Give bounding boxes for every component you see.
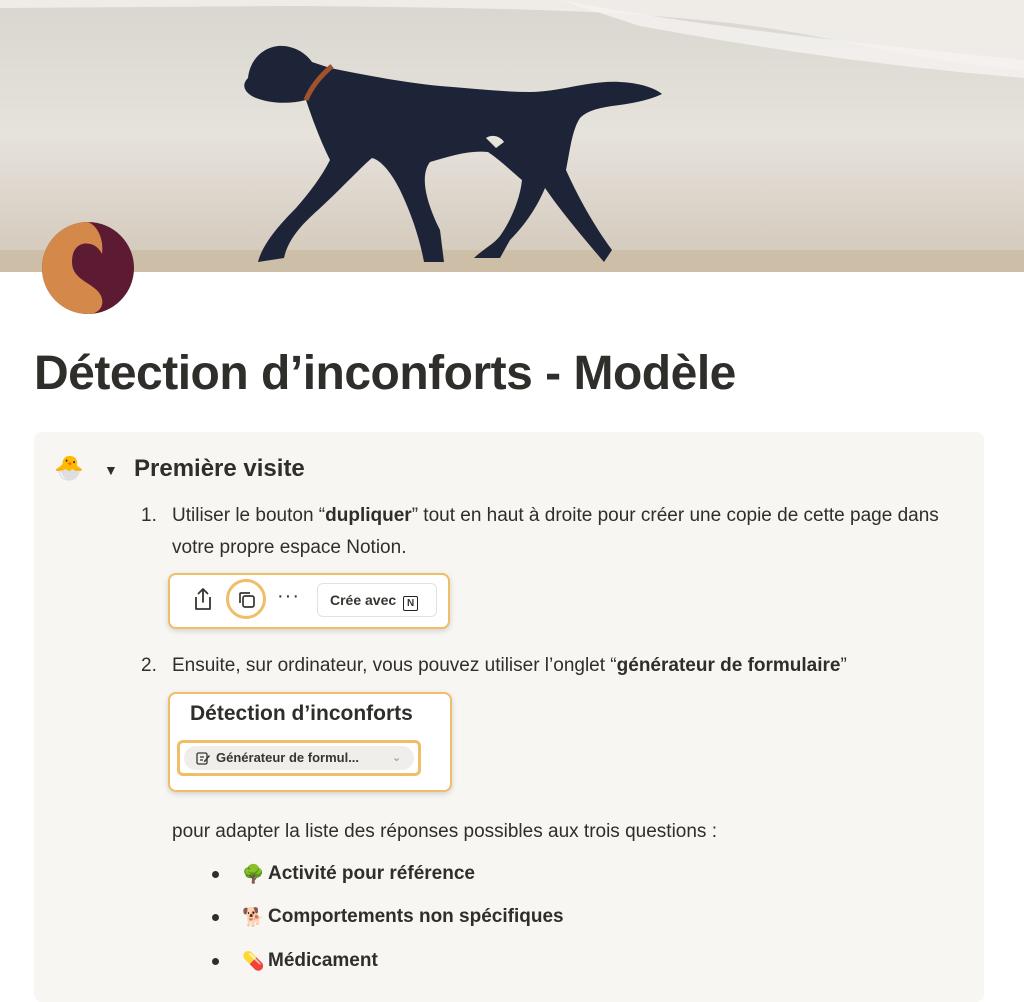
duplicate-button-highlight [226, 579, 266, 619]
dog-icon: 🐕 [242, 907, 265, 927]
hatching-chick-icon[interactable]: 🐣 [54, 455, 84, 482]
page-icon-logo[interactable] [42, 222, 134, 314]
numbered-list-item [141, 650, 961, 684]
form-generator-tab-highlight [177, 740, 421, 776]
bold-text: générateur de formulaire [616, 655, 841, 676]
toggle-arrow-icon[interactable]: ▼ [104, 462, 118, 478]
page-title[interactable]: Détection d’inconforts - Modèle [34, 347, 736, 400]
pill-icon: 💊 [242, 951, 265, 971]
list-number: 2. [141, 655, 157, 676]
page-cover-image [0, 0, 1024, 272]
numbered-list-item [141, 500, 961, 566]
notion-logo-icon: N [403, 596, 418, 611]
tab-label: Générateur de formul... [216, 750, 360, 765]
share-icon [192, 587, 214, 613]
form-generator-screenshot [168, 692, 452, 792]
bullet-dot [212, 958, 219, 965]
toggle-heading[interactable]: Première visite [134, 455, 305, 482]
more-options-icon: ··· [277, 585, 300, 607]
bullet-label: Comportements non spécifiques [268, 906, 564, 927]
beach-dog-illustration [0, 0, 1024, 272]
form-generator-tab [184, 746, 414, 770]
bullet-dot [212, 871, 219, 878]
chevron-down-icon: ⌄ [392, 752, 402, 764]
list-item-text: Ensuite, sur ordinateur, vous pouvez utiliser l’onglet “générateur de formulaire” [172, 655, 847, 676]
bullet-dot [212, 914, 219, 921]
brand-logo-icon [42, 222, 134, 314]
duplicate-icon [237, 590, 257, 610]
list-number: 1. [141, 505, 157, 526]
bullet-label: Activité pour référence [268, 863, 475, 884]
form-edit-icon [196, 751, 210, 765]
list-item-text: Utiliser le bouton “dupliquer” tout en haut à droite pour créer une copie de cette page dans votre propre espace Notion. [172, 505, 939, 558]
toolbar-screenshot [168, 573, 450, 629]
instruction-paragraph[interactable]: pour adapter la liste des réponses possibles aux trois questions : [172, 821, 717, 842]
bold-text: dupliquer [325, 505, 412, 526]
screenshot-database-title: Détection d’inconforts [190, 702, 413, 725]
tree-icon: 🌳 [242, 864, 265, 884]
made-with-notion-badge: Crée avec N [317, 583, 437, 617]
bullet-label: Médicament [268, 950, 378, 971]
